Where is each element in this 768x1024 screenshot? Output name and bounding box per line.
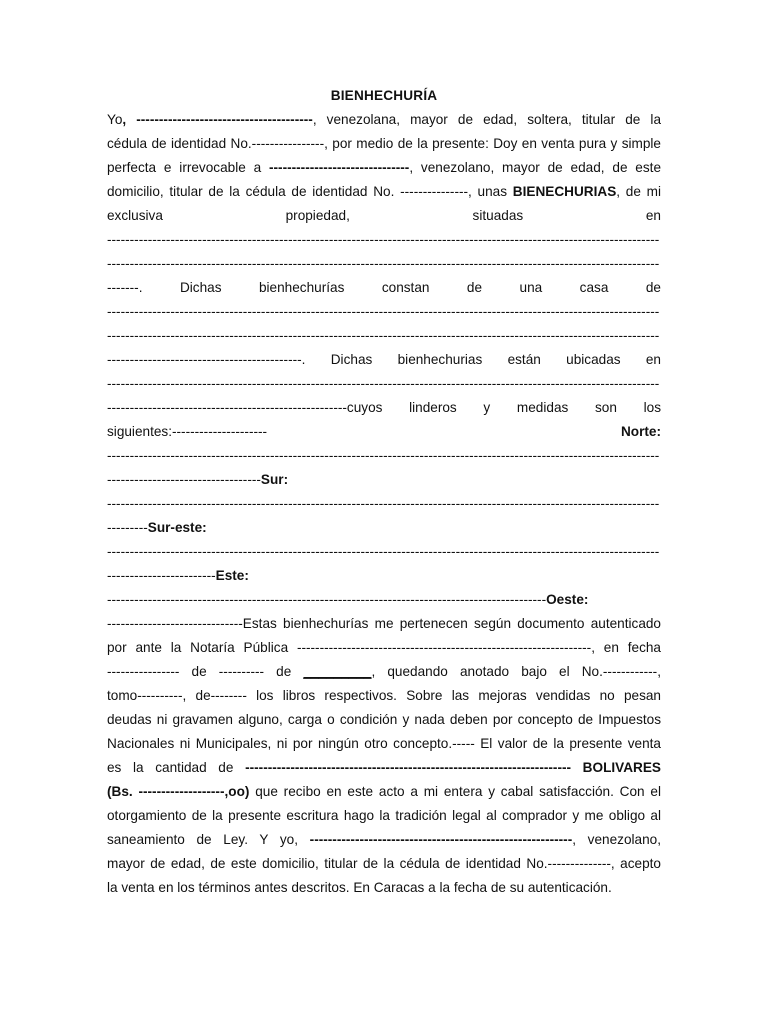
boundary-label-sur-este: Sur-este:	[147, 520, 207, 535]
paragraph-line: -----------------------------------------------------cuyos linderos y medidas son los	[107, 400, 661, 415]
dash-line: --------------------------------------------------------------------------------------------------------------------------	[107, 232, 660, 247]
paragraph-line: cédula de identidad No.----------------, por medio de la presente: Doy en venta pura y simple	[107, 136, 661, 151]
paragraph-line: mayor de edad, de este domicilio, titular de la cédula de identidad No.--------------, acepto	[107, 856, 661, 871]
paragraph-line: Yo, ---------------------------------------, venezolana, mayor de edad, soltera, titular de la	[107, 112, 661, 127]
paragraph-line: la venta en los términos antes descritos. En Caracas a la fecha de su autenticación.	[107, 880, 612, 895]
paragraph-line: perfecta e irrevocable a -------------------------------, venezolano, mayor de edad, de este	[107, 160, 661, 175]
dash-line: --------------------------------------------------------------------------------------------------------------------------	[107, 376, 660, 391]
paragraph-line: ------------------------------Estas bienhechurías me pertenecen según documento autenticado	[107, 616, 661, 631]
dash-line: --------------------------------------------------------------------------------------------------------------------------	[107, 256, 660, 271]
paragraph-line: (Bs. -------------------,oo) que recibo en este acto a mi entera y cabal satisfacción. Con el	[107, 784, 661, 799]
paragraph-line: tomo----------, de-------- los libros respectivos. Sobre las mejoras vendidas no pesan	[107, 688, 661, 703]
dash-line: --------------------------------------------------------------------------------------------------------------------------	[107, 544, 660, 559]
boundary-label-este: Este:	[215, 568, 249, 583]
paragraph-line: -------. Dichas bienhechurías constan de una casa de	[107, 280, 661, 295]
paragraph-line: por ante la Notaría Pública -----------------------------------------------------------------, en fecha	[107, 640, 661, 655]
paragraph-line: es la cantidad de ------------------------------------------------------------------------ BOLIVARES	[107, 760, 661, 775]
document-title: BIENHECHURÍA	[330, 88, 438, 103]
paragraph-line: domicilio, titular de la cédula de identidad No. ---------------, unas BIENECHURIAS, de mi	[107, 184, 661, 199]
paragraph-line: ---------Sur-este:	[107, 520, 207, 535]
boundary-label-norte: Norte:	[620, 424, 661, 439]
paragraph-line: ----------------------------------Sur:	[107, 472, 289, 487]
dash-line: --------------------------------------------------------------------------------------------------------------------------	[107, 496, 660, 511]
paragraph-line: ------------------------Este:	[107, 568, 249, 583]
dash-line: --------------------------------------------------------------------------------------------------------------------------	[107, 448, 660, 463]
paragraph-line: deudas ni gravamen alguno, carga o condición y nada deben por concepto de Impuestos	[107, 712, 661, 727]
paragraph-line: Nacionales ni Municipales, ni por ningún otro concepto.----- El valor de la presente venta	[107, 736, 661, 751]
paragraph-line: siguientes:--------------------- Norte:	[107, 420, 661, 444]
boundary-label-oeste: Oeste:	[546, 592, 589, 607]
paragraph-line: saneamiento de Ley. Y yo, ----------------------------------------------------------, venezolano,	[107, 832, 661, 847]
paragraph-line: ---------------- de ---------- de _________, quedando anotado bajo el No.------------,	[107, 664, 661, 679]
boundary-label-sur: Sur:	[260, 472, 289, 487]
paragraph-line: -------------------------------------------------------------------------------------------------Oeste:	[107, 592, 589, 607]
dash-line: --------------------------------------------------------------------------------------------------------------------------	[107, 304, 660, 319]
paragraph-line: otorgamiento de la presente escritura hago la tradición legal al comprador y me obligo al	[107, 808, 661, 823]
paragraph-line: exclusiva propiedad, situadas en	[107, 208, 661, 223]
dash-line: --------------------------------------------------------------------------------------------------------------------------	[107, 328, 660, 343]
paragraph-line: -------------------------------------------. Dichas bienhechurias están ubicadas en	[107, 352, 661, 367]
